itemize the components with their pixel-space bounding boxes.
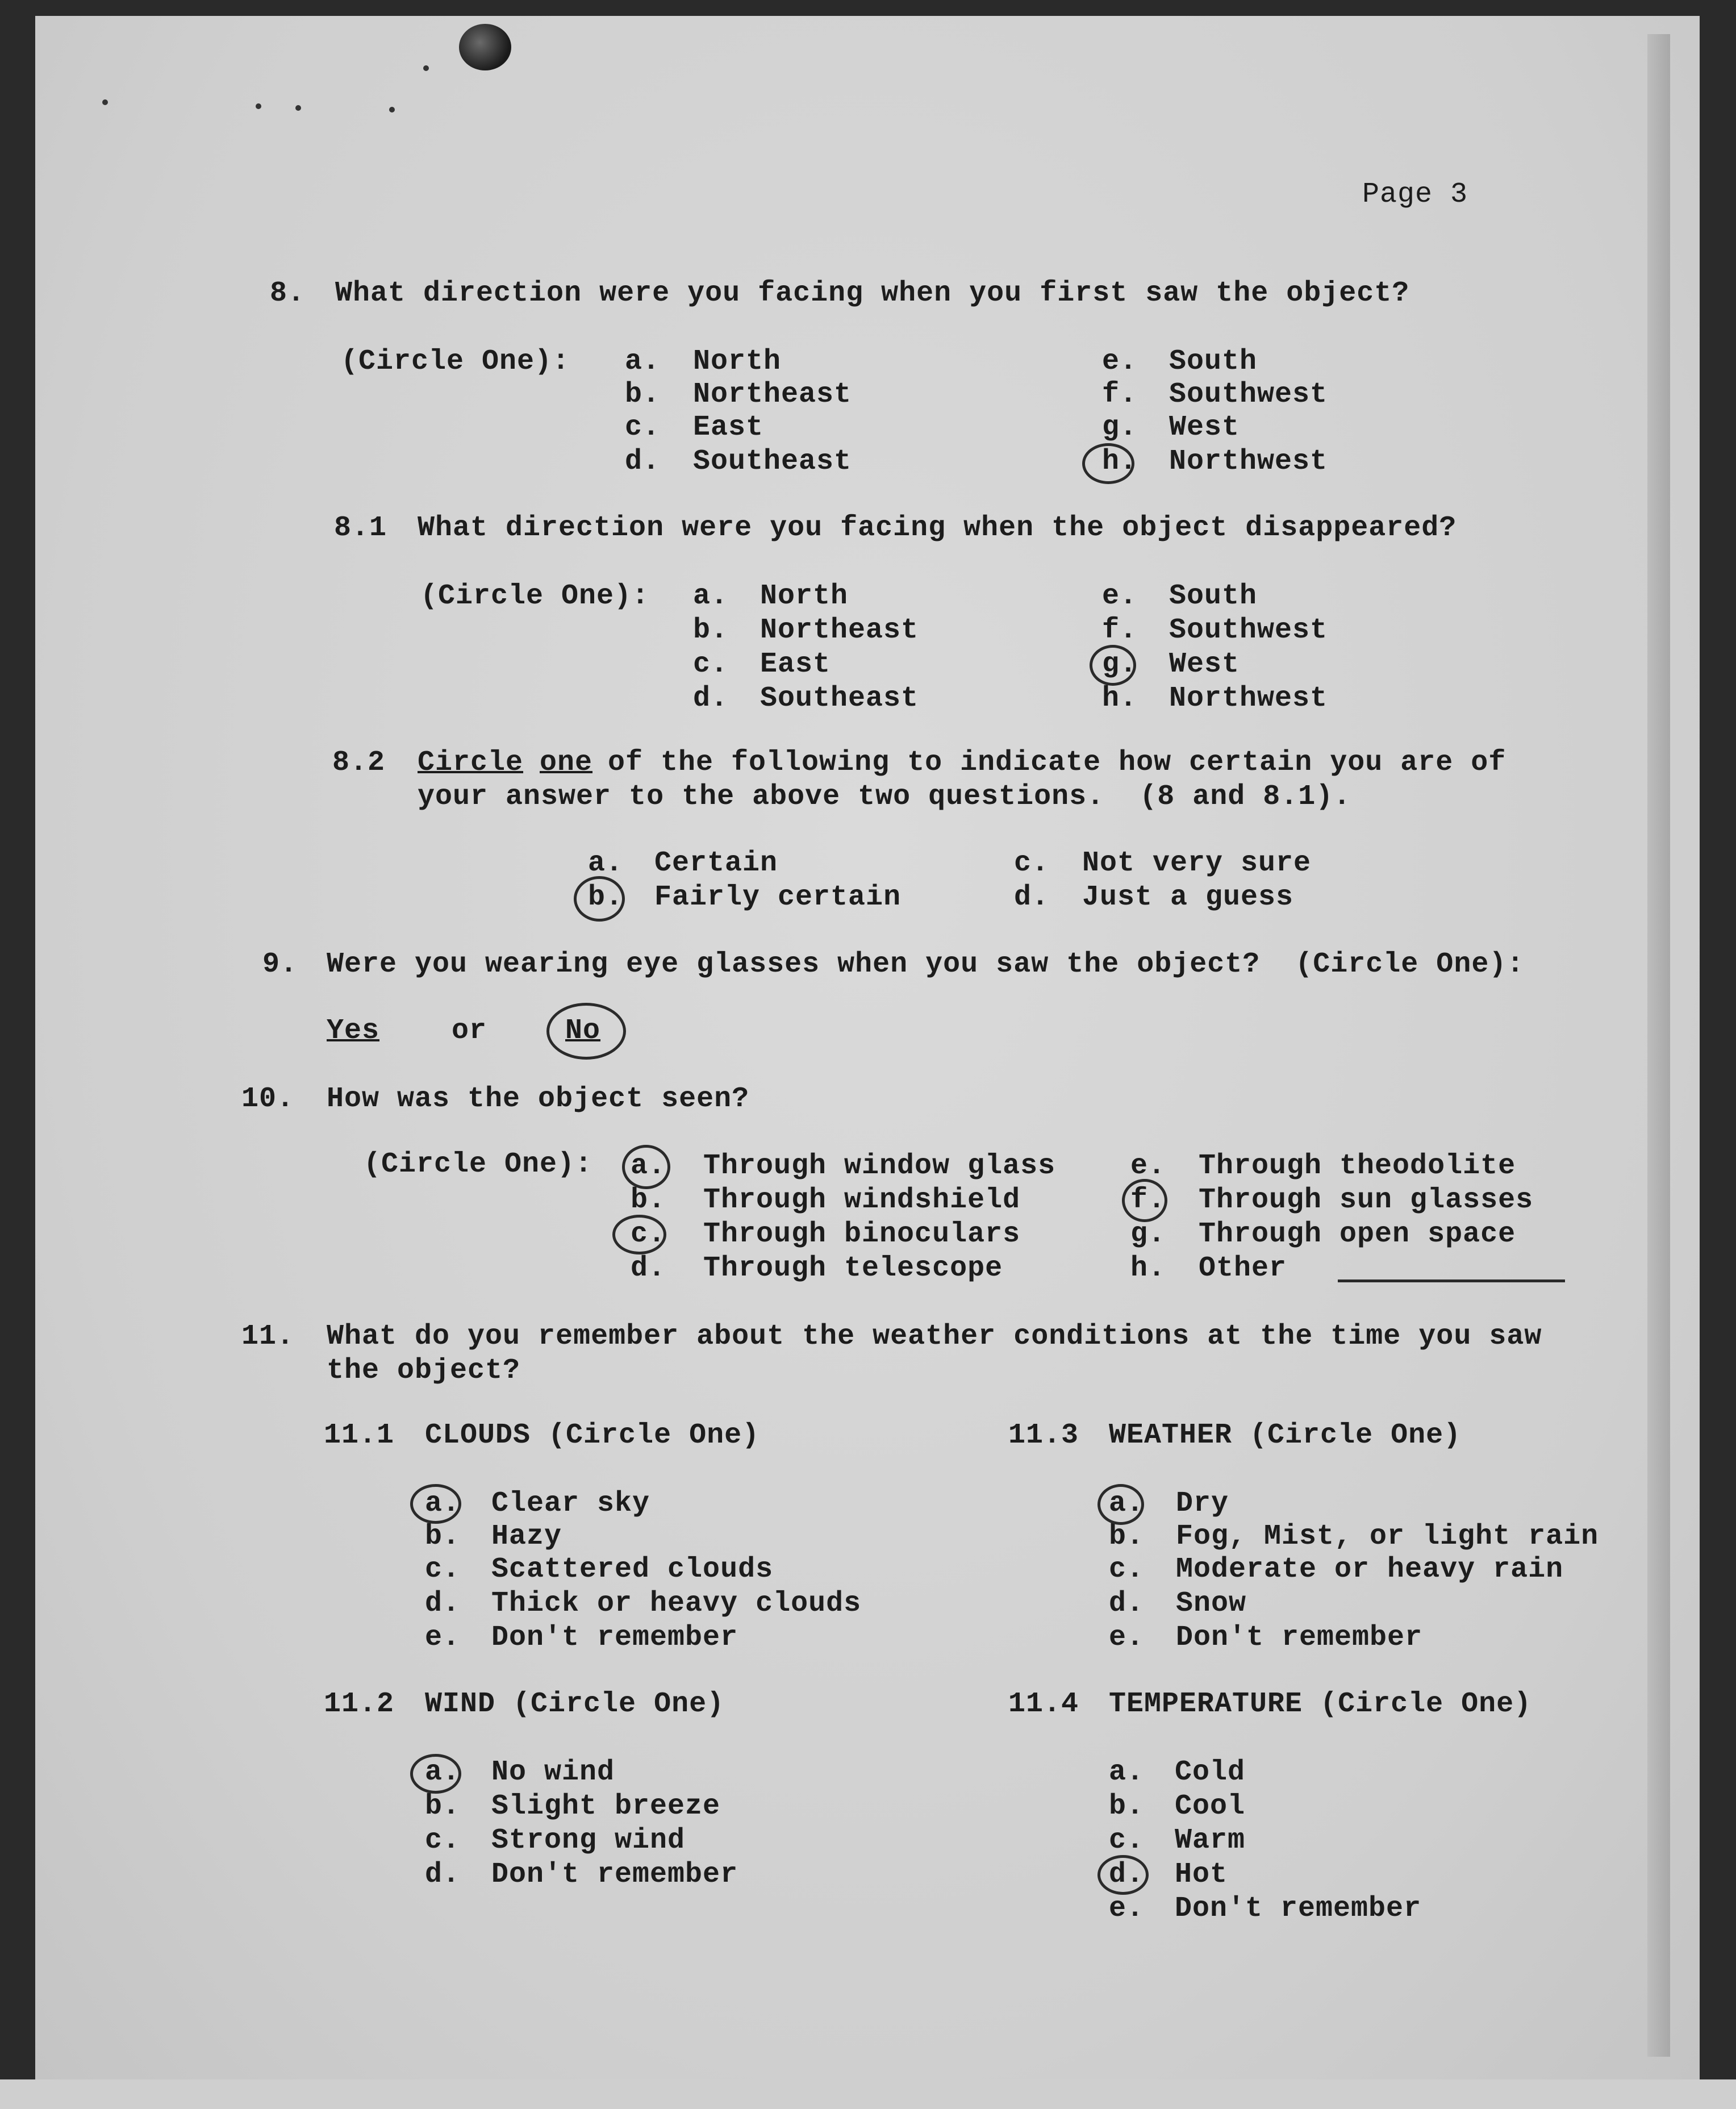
q10-letter-h: h. bbox=[1130, 1252, 1166, 1285]
punch-hole bbox=[459, 24, 511, 70]
q81-option-c: East bbox=[760, 648, 831, 681]
q9-question: Were you wearing eye glasses when you saw the object? (Circle One): bbox=[327, 948, 1525, 981]
q11-question-line2: the object? bbox=[327, 1354, 521, 1387]
q9-answer-circle bbox=[546, 1003, 626, 1060]
q82-option-a: Certain bbox=[654, 847, 778, 880]
temperature-option-e: Don't remember bbox=[1175, 1893, 1422, 1925]
wind-option-c: Strong wind bbox=[491, 1824, 686, 1857]
q8-option-h: Northwest bbox=[1169, 445, 1328, 478]
q11-number: 11. bbox=[241, 1320, 295, 1353]
q10-letter-b: b. bbox=[631, 1184, 666, 1216]
q81-letter-c: c. bbox=[693, 648, 729, 681]
q82-question-rest: of the following to indicate how certain you are of bbox=[608, 747, 1507, 779]
weather-answer-circle bbox=[1097, 1484, 1144, 1525]
q81-option-d: Southeast bbox=[760, 682, 919, 715]
weather-letter-a: a. bbox=[1109, 1487, 1145, 1520]
q10-other-blank bbox=[1338, 1279, 1565, 1282]
wind-answer-circle bbox=[410, 1754, 461, 1794]
q10-question: How was the object seen? bbox=[327, 1083, 750, 1115]
clouds-title: CLOUDS (Circle One) bbox=[425, 1419, 760, 1452]
q10-answer-circle-c bbox=[612, 1215, 666, 1254]
clouds-answer-circle bbox=[410, 1484, 461, 1524]
q81-number: 8.1 bbox=[334, 512, 387, 544]
temperature-letter-c: c. bbox=[1109, 1824, 1145, 1857]
temperature-answer-circle bbox=[1097, 1855, 1149, 1895]
q9-no: No bbox=[565, 1015, 601, 1047]
q10-option-d: Through telescope bbox=[703, 1252, 1003, 1285]
q82-letter-a: a. bbox=[588, 847, 624, 880]
weather-option-c: Moderate or heavy rain bbox=[1176, 1553, 1564, 1586]
q8-letter-c: c. bbox=[625, 411, 661, 444]
q8-option-a: North bbox=[693, 345, 782, 378]
q8-letter-g: g. bbox=[1102, 411, 1138, 444]
q82-question-line2: your answer to the above two questions. (8 and 8.1). bbox=[418, 781, 1351, 813]
q81-letter-f: f. bbox=[1102, 614, 1138, 647]
clouds-option-b: Hazy bbox=[491, 1520, 562, 1553]
wind-number: 11.2 bbox=[324, 1688, 395, 1720]
temperature-letter-b: b. bbox=[1109, 1790, 1145, 1823]
document-page bbox=[35, 16, 1700, 2090]
q8-option-g: West bbox=[1169, 411, 1240, 444]
q81-option-e: South bbox=[1169, 580, 1258, 612]
q8-letter-a: a. bbox=[625, 345, 661, 378]
clouds-letter-a: a. bbox=[425, 1487, 461, 1520]
q8-answer-circle bbox=[1082, 443, 1134, 484]
weather-number: 11.3 bbox=[1008, 1419, 1079, 1452]
q81-option-a: North bbox=[760, 580, 849, 612]
q82-one-word: one bbox=[540, 747, 593, 779]
wind-letter-d: d. bbox=[425, 1858, 461, 1891]
weather-letter-c: c. bbox=[1109, 1553, 1145, 1586]
temperature-letter-a: a. bbox=[1109, 1756, 1145, 1789]
q8-option-b: Northeast bbox=[693, 378, 852, 411]
speck bbox=[295, 105, 301, 111]
q10-option-f: Through sun glasses bbox=[1199, 1184, 1534, 1216]
weather-option-e: Don't remember bbox=[1176, 1622, 1423, 1654]
clouds-number: 11.1 bbox=[324, 1419, 395, 1452]
q10-answer-circle-f bbox=[1122, 1179, 1167, 1222]
clouds-option-d: Thick or heavy clouds bbox=[491, 1587, 862, 1620]
q8-question: What direction were you facing when you first saw the object? bbox=[335, 277, 1410, 310]
q8-option-e: South bbox=[1169, 345, 1258, 378]
temperature-option-a: Cold bbox=[1175, 1756, 1246, 1789]
weather-option-a: Dry bbox=[1176, 1487, 1229, 1520]
weather-option-b: Fog, Mist, or light rain bbox=[1176, 1520, 1599, 1553]
weather-letter-d: d. bbox=[1109, 1587, 1145, 1620]
clouds-letter-d: d. bbox=[425, 1587, 461, 1620]
q10-letter-c: c. bbox=[631, 1218, 666, 1251]
q81-letter-g: g. bbox=[1102, 648, 1138, 681]
temperature-letter-d: d. bbox=[1109, 1858, 1145, 1891]
q82-letter-b: b. bbox=[588, 881, 624, 914]
q10-number: 10. bbox=[241, 1083, 295, 1115]
wind-option-b: Slight breeze bbox=[491, 1790, 721, 1823]
q81-letter-e: e. bbox=[1102, 580, 1138, 612]
weather-letter-e: e. bbox=[1109, 1622, 1145, 1654]
q81-instruction: (Circle One): bbox=[420, 580, 650, 612]
q8-letter-h: h. bbox=[1102, 445, 1138, 478]
q81-letter-b: b. bbox=[693, 614, 729, 647]
temperature-letter-e: e. bbox=[1109, 1893, 1145, 1925]
temperature-option-c: Warm bbox=[1175, 1824, 1246, 1857]
weather-letter-b: b. bbox=[1109, 1520, 1145, 1553]
q81-question: What direction were you facing when the object disappeared? bbox=[418, 512, 1457, 544]
temperature-option-b: Cool bbox=[1175, 1790, 1246, 1823]
speck bbox=[256, 103, 261, 109]
q10-letter-a: a. bbox=[631, 1150, 666, 1182]
clouds-letter-c: c. bbox=[425, 1553, 461, 1586]
q10-option-h: Other bbox=[1199, 1252, 1287, 1285]
page-edge-shadow bbox=[1647, 34, 1670, 2057]
clouds-option-a: Clear sky bbox=[491, 1487, 650, 1520]
speck bbox=[102, 99, 108, 105]
q10-letter-f: f. bbox=[1130, 1184, 1166, 1216]
q8-letter-d: d. bbox=[625, 445, 661, 478]
clouds-option-e: Don't remember bbox=[491, 1622, 738, 1654]
q8-instruction: (Circle One): bbox=[341, 345, 570, 378]
wind-option-a: No wind bbox=[491, 1756, 615, 1789]
speck bbox=[423, 65, 429, 71]
wind-letter-a: a. bbox=[425, 1756, 461, 1789]
q81-letter-a: a. bbox=[693, 580, 729, 612]
q8-option-c: East bbox=[693, 411, 764, 444]
q81-option-h: Northwest bbox=[1169, 682, 1328, 715]
speck bbox=[389, 107, 395, 112]
q82-option-d: Just a guess bbox=[1082, 881, 1294, 914]
wind-letter-c: c. bbox=[425, 1824, 461, 1857]
wind-letter-b: b. bbox=[425, 1790, 461, 1823]
q9-yes: Yes bbox=[327, 1015, 380, 1047]
q11-question-line1: What do you remember about the weather conditions at the time you saw bbox=[327, 1320, 1542, 1353]
q10-option-b: Through windshield bbox=[703, 1184, 1021, 1216]
q8-letter-b: b. bbox=[625, 378, 661, 411]
wind-option-d: Don't remember bbox=[491, 1858, 738, 1891]
q81-letter-d: d. bbox=[693, 682, 729, 715]
q8-number: 8. bbox=[270, 277, 306, 310]
q82-option-c: Not very sure bbox=[1082, 847, 1312, 880]
q82-option-b: Fairly certain bbox=[654, 881, 902, 914]
temperature-number: 11.4 bbox=[1008, 1688, 1079, 1720]
q81-letter-h: h. bbox=[1102, 682, 1138, 715]
temperature-option-d: Hot bbox=[1175, 1858, 1228, 1891]
q81-answer-circle bbox=[1090, 645, 1136, 686]
q10-option-e: Through theodolite bbox=[1199, 1150, 1516, 1182]
q10-letter-e: e. bbox=[1130, 1150, 1166, 1182]
weather-option-d: Snow bbox=[1176, 1587, 1247, 1620]
q8-option-d: Southeast bbox=[693, 445, 852, 478]
wind-title: WIND (Circle One) bbox=[425, 1688, 725, 1720]
weather-title: WEATHER (Circle One) bbox=[1109, 1419, 1462, 1452]
q10-letter-d: d. bbox=[631, 1252, 666, 1285]
clouds-letter-b: b. bbox=[425, 1520, 461, 1553]
q81-option-b: Northeast bbox=[760, 614, 919, 647]
q82-letter-c: c. bbox=[1014, 847, 1050, 880]
temperature-title: TEMPERATURE (Circle One) bbox=[1109, 1688, 1532, 1720]
q8-option-f: Southwest bbox=[1169, 378, 1328, 411]
q82-circle-word: Circle bbox=[418, 747, 524, 779]
q9-or: or bbox=[452, 1015, 487, 1047]
page-number: Page 3 bbox=[1362, 178, 1468, 211]
q8-letter-e: e. bbox=[1102, 345, 1138, 378]
clouds-option-c: Scattered clouds bbox=[491, 1553, 774, 1586]
q82-answer-circle bbox=[574, 876, 625, 922]
q81-option-f: Southwest bbox=[1169, 614, 1328, 647]
q10-letter-g: g. bbox=[1130, 1218, 1166, 1251]
q10-option-a: Through window glass bbox=[703, 1150, 1056, 1182]
q82-number: 8.2 bbox=[332, 747, 386, 779]
q81-option-g: West bbox=[1169, 648, 1240, 681]
q8-letter-f: f. bbox=[1102, 378, 1138, 411]
q10-option-g: Through open space bbox=[1199, 1218, 1516, 1251]
q10-instruction: (Circle One): bbox=[364, 1148, 593, 1181]
q82-letter-d: d. bbox=[1014, 881, 1050, 914]
page-bottom-edge bbox=[0, 2079, 1736, 2109]
clouds-letter-e: e. bbox=[425, 1622, 461, 1654]
q10-answer-circle-a bbox=[622, 1145, 670, 1189]
q9-number: 9. bbox=[262, 948, 298, 981]
q10-option-c: Through binoculars bbox=[703, 1218, 1021, 1251]
